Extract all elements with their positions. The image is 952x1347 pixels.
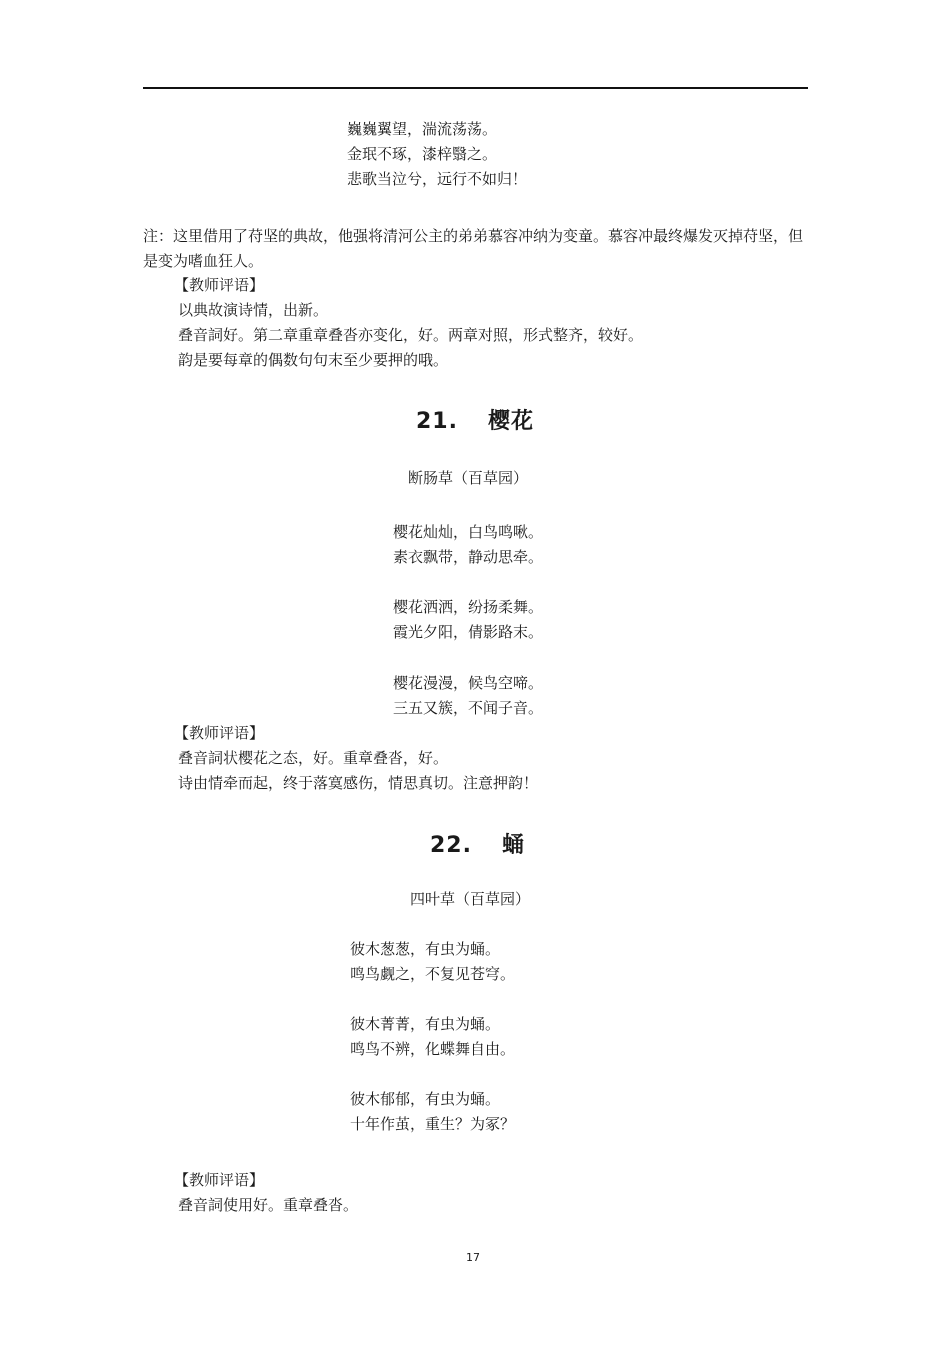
poem-line: 三五又簇，不闻子音。 [393, 699, 544, 717]
poem-line: 樱花洒洒，纷扬柔舞。 [393, 598, 544, 616]
review-line: 叠音詞使用好。重章叠沓。 [178, 1196, 359, 1214]
poem-line: 彼木葱葱，有虫为蛹。 [350, 940, 501, 958]
section-title-text: 樱花 [487, 408, 534, 434]
poem-line: 鸣鸟不辨，化蝶舞自由。 [350, 1040, 516, 1058]
review-heading: 【教师评语】 [174, 1171, 265, 1189]
review-line: 以典故演诗情，出新。 [178, 301, 329, 319]
poem-line: 素衣飘带，静动思牵。 [393, 548, 544, 566]
poem-line: 彼木郁郁，有虫为蛹。 [350, 1090, 501, 1108]
review-line: 韵是要每章的偶数句句末至少要押的哦。 [178, 351, 449, 369]
poem-line: 樱花漫漫，候鸟空啼。 [393, 674, 544, 692]
review-heading: 【教师评语】 [174, 276, 265, 294]
review-line: 叠音詞状樱花之态，好。重章叠沓，好。 [178, 749, 449, 767]
review-line: 诗由情牵而起，终于落寞感伤，情思真切。注意押韵！ [178, 774, 539, 792]
author-line: 断肠草（百草园） [408, 469, 529, 487]
review-line: 叠音詞好。第二章重章叠沓亦变化，好。两章对照，形式整齐，较好。 [178, 326, 644, 344]
review-heading: 【教师评语】 [174, 724, 265, 742]
poem-line: 鸣鸟觑之，不复见苍穹。 [350, 965, 516, 983]
section-number: 21. [416, 409, 458, 434]
poem-line: 金珉不琢，漆梓翳之。 [347, 145, 498, 163]
author-line: 四叶草（百草园） [410, 890, 531, 908]
header-rule [143, 87, 808, 89]
annotation-note: 注：这里借用了苻坚的典故，他强将清河公主的弟弟慕容冲纳为变童。慕容冲最终爆发灭掉苻坚，但是变为嗜血狂人。 [143, 227, 804, 270]
section-title-text: 蛹 [501, 832, 525, 858]
section-title-22 [430, 828, 525, 859]
poem-line: 霞光夕阳，倩影路末。 [393, 623, 544, 641]
poem-line: 樱花灿灿，白鸟鸣啾。 [393, 523, 544, 541]
poem-line: 十年作茧，重生？为冢？ [350, 1115, 516, 1133]
section-title-21 [416, 404, 534, 435]
poem-line: 彼木菁菁，有虫为蛹。 [350, 1015, 501, 1033]
section-number: 22. [430, 833, 472, 858]
poem-line: 巍巍翼望，湍流荡荡。 [347, 120, 498, 138]
page-number: 17 [466, 1251, 480, 1264]
poem-line: 悲歌当泣兮，远行不如归！ [347, 170, 528, 188]
